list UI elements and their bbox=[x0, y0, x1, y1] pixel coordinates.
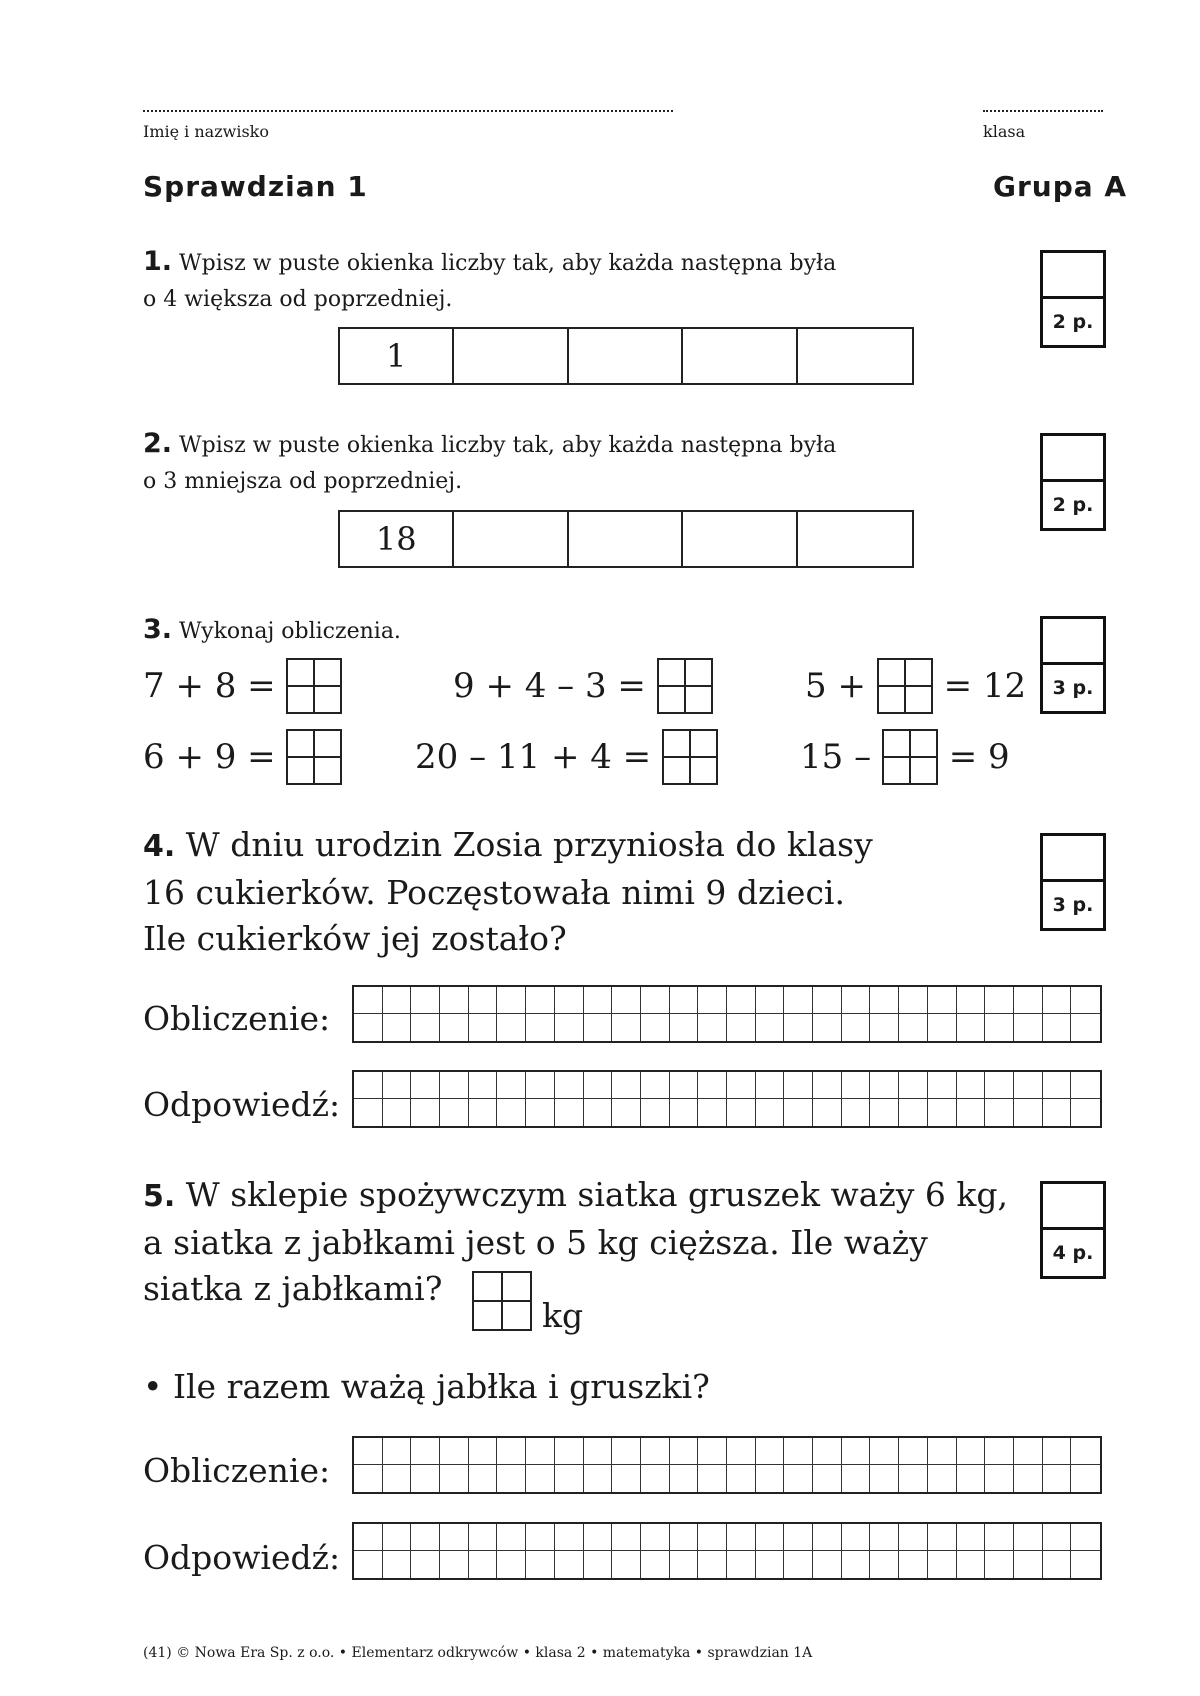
grid-cell[interactable] bbox=[985, 1438, 1014, 1465]
grid-cell[interactable] bbox=[985, 1465, 1014, 1492]
grid-cell[interactable] bbox=[612, 987, 641, 1014]
grid-cell[interactable] bbox=[756, 1072, 785, 1099]
task2-line2: o 3 mniejsza od poprzedniej. bbox=[143, 469, 463, 494]
grid-cell[interactable] bbox=[870, 1524, 899, 1551]
task4-calc-label: Obliczenie: bbox=[143, 999, 331, 1038]
grid-cell[interactable] bbox=[784, 1551, 813, 1578]
equation-4 bbox=[143, 729, 342, 785]
grid-cell[interactable] bbox=[870, 987, 899, 1014]
grid-cell[interactable] bbox=[411, 1072, 440, 1099]
grid-cell[interactable] bbox=[928, 1438, 957, 1465]
grid-cell[interactable] bbox=[411, 1438, 440, 1465]
grid-cell[interactable] bbox=[1071, 1072, 1100, 1099]
grid-cell[interactable] bbox=[469, 1465, 498, 1492]
grid-cell[interactable] bbox=[1014, 987, 1043, 1014]
grid-cell[interactable] bbox=[842, 1551, 871, 1578]
grid-cell[interactable] bbox=[1043, 1072, 1072, 1099]
grid-cell[interactable] bbox=[756, 1465, 785, 1492]
grid-cell[interactable] bbox=[985, 1014, 1014, 1041]
grid-cell[interactable] bbox=[584, 987, 613, 1014]
grid-cell[interactable] bbox=[1014, 1438, 1043, 1465]
grid-cell[interactable] bbox=[813, 1438, 842, 1465]
grid-cell[interactable] bbox=[526, 1465, 555, 1492]
task3-number: 3. bbox=[143, 614, 173, 645]
task5-line3: siatka z jabłkami? bbox=[143, 1269, 443, 1308]
grid-cell[interactable] bbox=[383, 987, 412, 1014]
task1-cell[interactable] bbox=[798, 329, 912, 383]
grid-cell[interactable] bbox=[813, 1524, 842, 1551]
grid-cell[interactable] bbox=[698, 1099, 727, 1126]
grid-cell[interactable] bbox=[1043, 1438, 1072, 1465]
grid-cell[interactable] bbox=[383, 1551, 412, 1578]
grid-cell[interactable] bbox=[1014, 1524, 1043, 1551]
grid-cell[interactable] bbox=[698, 1072, 727, 1099]
grid-cell[interactable] bbox=[842, 1524, 871, 1551]
equation-6-right: = 9 bbox=[948, 737, 1010, 777]
grid-cell[interactable] bbox=[756, 1524, 785, 1551]
grid-cell[interactable] bbox=[584, 1438, 613, 1465]
grid-cell[interactable] bbox=[842, 1465, 871, 1492]
grid-cell[interactable] bbox=[383, 1465, 412, 1492]
grid-cell[interactable] bbox=[727, 1099, 756, 1126]
grid-cell[interactable] bbox=[440, 1465, 469, 1492]
task2-cell[interactable] bbox=[683, 512, 797, 566]
grid-cell[interactable] bbox=[670, 1524, 699, 1551]
grid-cell[interactable] bbox=[612, 1524, 641, 1551]
grid-cell[interactable] bbox=[899, 1465, 928, 1492]
equation-5 bbox=[415, 729, 718, 785]
grid-cell[interactable] bbox=[957, 1072, 986, 1099]
grid-cell[interactable] bbox=[957, 1099, 986, 1126]
grid-cell[interactable] bbox=[354, 1551, 383, 1578]
grid-cell[interactable] bbox=[985, 1524, 1014, 1551]
grid-cell[interactable] bbox=[584, 1551, 613, 1578]
task4-text bbox=[143, 822, 943, 962]
grid-cell[interactable] bbox=[670, 1465, 699, 1492]
answer-box[interactable] bbox=[882, 729, 938, 785]
task3-text bbox=[143, 612, 401, 650]
grid-cell[interactable] bbox=[354, 1465, 383, 1492]
grid-cell[interactable] bbox=[957, 1438, 986, 1465]
grid-cell[interactable] bbox=[928, 987, 957, 1014]
grid-cell[interactable] bbox=[957, 1524, 986, 1551]
task4-number: 4. bbox=[143, 829, 176, 864]
grid-cell[interactable] bbox=[641, 1524, 670, 1551]
grid-cell[interactable] bbox=[842, 1438, 871, 1465]
grid-cell[interactable] bbox=[1071, 1438, 1100, 1465]
task1-number: 1. bbox=[143, 246, 173, 277]
grid-cell[interactable] bbox=[727, 1465, 756, 1492]
grid-cell[interactable] bbox=[497, 1072, 526, 1099]
grid-cell[interactable] bbox=[555, 1465, 584, 1492]
grid-cell[interactable] bbox=[756, 1551, 785, 1578]
task2-cell[interactable] bbox=[798, 512, 912, 566]
grid-cell[interactable] bbox=[784, 1072, 813, 1099]
grid-cell[interactable] bbox=[526, 1524, 555, 1551]
answer-box[interactable] bbox=[286, 658, 342, 714]
grid-cell[interactable] bbox=[1043, 1524, 1072, 1551]
grid-cell[interactable] bbox=[899, 987, 928, 1014]
grid-cell[interactable] bbox=[870, 1438, 899, 1465]
grid-cell[interactable] bbox=[584, 1465, 613, 1492]
answer-box[interactable] bbox=[657, 658, 713, 714]
grid-cell[interactable] bbox=[957, 987, 986, 1014]
grid-cell[interactable] bbox=[985, 1551, 1014, 1578]
grid-cell[interactable] bbox=[641, 1099, 670, 1126]
grid-cell[interactable] bbox=[440, 1099, 469, 1126]
grid-cell[interactable] bbox=[727, 1014, 756, 1041]
grid-cell[interactable] bbox=[899, 1438, 928, 1465]
equation-4-text: 6 + 9 = bbox=[143, 737, 276, 777]
grid-cell[interactable] bbox=[612, 1072, 641, 1099]
task5-answer-grid[interactable] bbox=[352, 1522, 1102, 1580]
grid-cell[interactable] bbox=[727, 1524, 756, 1551]
name-line[interactable] bbox=[143, 110, 673, 112]
grid-cell[interactable] bbox=[612, 1014, 641, 1041]
grid-cell[interactable] bbox=[1014, 1465, 1043, 1492]
page-title: Sprawdzian 1 bbox=[143, 170, 368, 203]
grid-cell[interactable] bbox=[985, 1072, 1014, 1099]
grid-cell[interactable] bbox=[842, 1099, 871, 1126]
grid-cell[interactable] bbox=[411, 987, 440, 1014]
grid-cell[interactable] bbox=[756, 1099, 785, 1126]
grid-cell[interactable] bbox=[1071, 1465, 1100, 1492]
points-label: 2 p. bbox=[1052, 311, 1094, 333]
grid-cell[interactable] bbox=[469, 1551, 498, 1578]
grid-cell[interactable] bbox=[469, 987, 498, 1014]
class-label: klasa bbox=[983, 122, 1026, 141]
grid-cell[interactable] bbox=[497, 1551, 526, 1578]
grid-cell[interactable] bbox=[641, 1014, 670, 1041]
task2-points-box bbox=[1040, 433, 1106, 531]
equation-1 bbox=[143, 658, 342, 714]
task1-text bbox=[143, 244, 923, 318]
grid-cell[interactable] bbox=[383, 1099, 412, 1126]
grid-cell[interactable] bbox=[899, 1524, 928, 1551]
task4-line3: Ile cukierków jej zostało? bbox=[143, 919, 567, 958]
task5-text bbox=[143, 1172, 1043, 1312]
grid-cell[interactable] bbox=[698, 1551, 727, 1578]
class-line[interactable] bbox=[983, 110, 1103, 112]
equation-3 bbox=[805, 658, 1026, 714]
equation-6-left: 15 – bbox=[800, 737, 872, 777]
grid-cell[interactable] bbox=[784, 1524, 813, 1551]
grid-cell[interactable] bbox=[411, 1099, 440, 1126]
points-score-area[interactable] bbox=[1043, 1184, 1103, 1230]
grid-cell[interactable] bbox=[641, 1551, 670, 1578]
grid-cell[interactable] bbox=[555, 1099, 584, 1126]
grid-cell[interactable] bbox=[1071, 1551, 1100, 1578]
grid-cell[interactable] bbox=[698, 1014, 727, 1041]
grid-cell[interactable] bbox=[612, 1099, 641, 1126]
equation-2 bbox=[453, 658, 713, 714]
task5-line2: a siatka z jabłkami jest o 5 kg cięższa. Ile waży bbox=[143, 1223, 928, 1262]
grid-cell[interactable] bbox=[870, 1014, 899, 1041]
points-label: 4 p. bbox=[1052, 1242, 1094, 1264]
grid-cell[interactable] bbox=[784, 1465, 813, 1492]
grid-cell[interactable] bbox=[584, 1099, 613, 1126]
task5-unit: kg bbox=[542, 1296, 584, 1335]
task2-cell[interactable] bbox=[569, 512, 683, 566]
grid-cell[interactable] bbox=[497, 1465, 526, 1492]
task2-text bbox=[143, 426, 923, 500]
grid-cell[interactable] bbox=[756, 1438, 785, 1465]
task5-subquestion bbox=[143, 1364, 710, 1410]
grid-cell[interactable] bbox=[440, 1524, 469, 1551]
grid-cell[interactable] bbox=[469, 1072, 498, 1099]
grid-cell[interactable] bbox=[813, 1072, 842, 1099]
grid-cell[interactable] bbox=[440, 1551, 469, 1578]
task1-points-box bbox=[1040, 250, 1106, 348]
task1-cell[interactable] bbox=[683, 329, 797, 383]
grid-cell[interactable] bbox=[440, 1072, 469, 1099]
grid-cell[interactable] bbox=[354, 1524, 383, 1551]
grid-cell[interactable] bbox=[957, 1551, 986, 1578]
grid-cell[interactable] bbox=[383, 1438, 412, 1465]
grid-cell[interactable] bbox=[1043, 1551, 1072, 1578]
grid-cell[interactable] bbox=[469, 1014, 498, 1041]
task2-cell: 18 bbox=[340, 512, 454, 566]
grid-cell[interactable] bbox=[354, 1014, 383, 1041]
task2-sequence bbox=[338, 510, 914, 568]
grid-cell[interactable] bbox=[870, 1072, 899, 1099]
grid-cell[interactable] bbox=[670, 1014, 699, 1041]
grid-cell[interactable] bbox=[526, 1072, 555, 1099]
task3-points-box bbox=[1040, 616, 1106, 714]
grid-cell[interactable] bbox=[727, 1551, 756, 1578]
task2-number: 2. bbox=[143, 428, 173, 459]
grid-cell[interactable] bbox=[1071, 987, 1100, 1014]
grid-cell[interactable] bbox=[497, 987, 526, 1014]
grid-cell[interactable] bbox=[584, 1524, 613, 1551]
grid-cell[interactable] bbox=[957, 1014, 986, 1041]
equation-2-text: 9 + 4 – 3 = bbox=[453, 666, 646, 706]
grid-cell[interactable] bbox=[354, 987, 383, 1014]
grid-cell[interactable] bbox=[555, 1014, 584, 1041]
grid-cell[interactable] bbox=[928, 1014, 957, 1041]
grid-cell[interactable] bbox=[813, 1014, 842, 1041]
grid-cell[interactable] bbox=[612, 1465, 641, 1492]
grid-cell[interactable] bbox=[440, 987, 469, 1014]
grid-cell[interactable] bbox=[813, 1099, 842, 1126]
task4-line2: 16 cukierków. Poczęstowała nimi 9 dzieci. bbox=[143, 873, 845, 912]
grid-cell[interactable] bbox=[842, 1072, 871, 1099]
grid-cell[interactable] bbox=[899, 1551, 928, 1578]
grid-cell[interactable] bbox=[698, 987, 727, 1014]
answer-box[interactable] bbox=[662, 729, 718, 785]
grid-cell[interactable] bbox=[641, 1438, 670, 1465]
grid-cell[interactable] bbox=[870, 1465, 899, 1492]
task4-answer-label: Odpowiedź: bbox=[143, 1085, 341, 1124]
grid-cell[interactable] bbox=[670, 1072, 699, 1099]
grid-cell[interactable] bbox=[383, 1072, 412, 1099]
grid-cell[interactable] bbox=[411, 1524, 440, 1551]
grid-cell[interactable] bbox=[842, 1014, 871, 1041]
task5-answer-box[interactable] bbox=[472, 1271, 532, 1331]
grid-cell[interactable] bbox=[813, 1551, 842, 1578]
grid-cell[interactable] bbox=[555, 987, 584, 1014]
grid-cell[interactable] bbox=[1014, 1551, 1043, 1578]
grid-cell[interactable] bbox=[555, 1438, 584, 1465]
grid-cell[interactable] bbox=[641, 1465, 670, 1492]
grid-cell[interactable] bbox=[1043, 987, 1072, 1014]
grid-cell[interactable] bbox=[411, 1014, 440, 1041]
task1-sequence bbox=[338, 327, 914, 385]
grid-cell[interactable] bbox=[928, 1465, 957, 1492]
grid-cell[interactable] bbox=[469, 1099, 498, 1126]
points-label: 3 p. bbox=[1052, 894, 1094, 916]
points-score-area[interactable] bbox=[1043, 436, 1103, 482]
grid-cell[interactable] bbox=[641, 987, 670, 1014]
grid-cell[interactable] bbox=[727, 987, 756, 1014]
bullet: • bbox=[143, 1367, 163, 1406]
task2-line1: Wpisz w puste okienka liczby tak, aby każda następna była bbox=[179, 433, 837, 458]
task1-cell[interactable] bbox=[454, 329, 568, 383]
task5-question: Ile razem ważą jabłka i gruszki? bbox=[172, 1367, 710, 1406]
grid-cell[interactable] bbox=[899, 1072, 928, 1099]
grid-cell[interactable] bbox=[497, 1438, 526, 1465]
grid-cell[interactable] bbox=[870, 1099, 899, 1126]
grid-cell[interactable] bbox=[698, 1465, 727, 1492]
grid-cell[interactable] bbox=[784, 1014, 813, 1041]
grid-cell[interactable] bbox=[526, 987, 555, 1014]
task1-cell[interactable] bbox=[569, 329, 683, 383]
points-score-area[interactable] bbox=[1043, 619, 1103, 665]
grid-cell[interactable] bbox=[1071, 1524, 1100, 1551]
grid-cell[interactable] bbox=[440, 1014, 469, 1041]
grid-cell[interactable] bbox=[469, 1438, 498, 1465]
equation-3-right: = 12 bbox=[943, 666, 1027, 706]
task4-line1: W dniu urodzin Zosia przyniosła do klasy bbox=[185, 825, 873, 864]
grid-cell[interactable] bbox=[784, 987, 813, 1014]
grid-cell[interactable] bbox=[698, 1438, 727, 1465]
grid-cell[interactable] bbox=[813, 987, 842, 1014]
task1-line1: Wpisz w puste okienka liczby tak, aby każda następna była bbox=[179, 251, 837, 276]
grid-cell[interactable] bbox=[1043, 1099, 1072, 1126]
grid-cell[interactable] bbox=[584, 1072, 613, 1099]
equation-1-text: 7 + 8 = bbox=[143, 666, 276, 706]
answer-box[interactable] bbox=[286, 729, 342, 785]
grid-cell[interactable] bbox=[899, 1014, 928, 1041]
grid-cell[interactable] bbox=[526, 1551, 555, 1578]
answer-box[interactable] bbox=[877, 658, 933, 714]
footer-text: (41) © Nowa Era Sp. z o.o. • Elementarz odkrywców • klasa 2 • matematyka • sprawdzian 1A bbox=[143, 1645, 813, 1661]
grid-cell[interactable] bbox=[383, 1524, 412, 1551]
grid-cell[interactable] bbox=[526, 1099, 555, 1126]
grid-cell[interactable] bbox=[928, 1551, 957, 1578]
points-score-area[interactable] bbox=[1043, 253, 1103, 299]
equation-5-text: 20 – 11 + 4 = bbox=[415, 737, 652, 777]
grid-cell[interactable] bbox=[727, 1438, 756, 1465]
grid-cell[interactable] bbox=[469, 1524, 498, 1551]
task1-line2: o 4 większa od poprzedniej. bbox=[143, 287, 453, 312]
grid-cell[interactable] bbox=[354, 1099, 383, 1126]
grid-cell[interactable] bbox=[555, 1072, 584, 1099]
task5-answer-label: Odpowiedź: bbox=[143, 1538, 341, 1577]
grid-cell[interactable] bbox=[526, 1014, 555, 1041]
task5-points-box bbox=[1040, 1181, 1106, 1279]
grid-cell[interactable] bbox=[354, 1072, 383, 1099]
grid-cell[interactable] bbox=[411, 1465, 440, 1492]
grid-cell[interactable] bbox=[1071, 1099, 1100, 1126]
grid-cell[interactable] bbox=[1043, 1465, 1072, 1492]
grid-cell[interactable] bbox=[985, 1099, 1014, 1126]
grid-cell[interactable] bbox=[612, 1438, 641, 1465]
grid-cell[interactable] bbox=[1014, 1099, 1043, 1126]
grid-cell[interactable] bbox=[985, 987, 1014, 1014]
points-score-area[interactable] bbox=[1043, 836, 1103, 882]
task5-calc-label: Obliczenie: bbox=[143, 1451, 331, 1490]
grid-cell[interactable] bbox=[957, 1465, 986, 1492]
grid-cell[interactable] bbox=[784, 1438, 813, 1465]
grid-cell[interactable] bbox=[727, 1072, 756, 1099]
points-label: 2 p. bbox=[1052, 494, 1094, 516]
points-label: 3 p. bbox=[1052, 677, 1094, 699]
grid-cell[interactable] bbox=[584, 1014, 613, 1041]
grid-cell[interactable] bbox=[1071, 1014, 1100, 1041]
grid-cell[interactable] bbox=[555, 1524, 584, 1551]
grid-cell[interactable] bbox=[928, 1072, 957, 1099]
grid-cell[interactable] bbox=[1014, 1014, 1043, 1041]
grid-cell[interactable] bbox=[411, 1551, 440, 1578]
equation-3-left: 5 + bbox=[805, 666, 866, 706]
grid-cell[interactable] bbox=[698, 1524, 727, 1551]
grid-cell[interactable] bbox=[928, 1524, 957, 1551]
task5-number: 5. bbox=[143, 1179, 176, 1214]
grid-cell[interactable] bbox=[813, 1465, 842, 1492]
grid-cell[interactable] bbox=[641, 1072, 670, 1099]
grid-cell[interactable] bbox=[756, 987, 785, 1014]
grid-cell[interactable] bbox=[555, 1551, 584, 1578]
task4-points-box bbox=[1040, 833, 1106, 931]
grid-cell[interactable] bbox=[497, 1524, 526, 1551]
task2-cell[interactable] bbox=[454, 512, 568, 566]
grid-cell[interactable] bbox=[928, 1099, 957, 1126]
equation-6 bbox=[800, 729, 1010, 785]
grid-cell[interactable] bbox=[670, 1438, 699, 1465]
grid-cell[interactable] bbox=[497, 1014, 526, 1041]
grid-cell[interactable] bbox=[383, 1014, 412, 1041]
task1-cell: 1 bbox=[340, 329, 454, 383]
grid-cell[interactable] bbox=[842, 987, 871, 1014]
task5-line1: W sklepie spożywczym siatka gruszek waży 6 kg, bbox=[185, 1175, 1009, 1214]
grid-cell[interactable] bbox=[526, 1438, 555, 1465]
grid-cell[interactable] bbox=[497, 1099, 526, 1126]
grid-cell[interactable] bbox=[440, 1438, 469, 1465]
grid-cell[interactable] bbox=[784, 1099, 813, 1126]
task3-instruction: Wykonaj obliczenia. bbox=[179, 619, 401, 644]
grid-cell[interactable] bbox=[1043, 1014, 1072, 1041]
task4-answer-grid[interactable] bbox=[352, 1070, 1102, 1128]
grid-cell[interactable] bbox=[612, 1551, 641, 1578]
grid-cell[interactable] bbox=[670, 987, 699, 1014]
grid-cell[interactable] bbox=[670, 1099, 699, 1126]
grid-cell[interactable] bbox=[756, 1014, 785, 1041]
grid-cell[interactable] bbox=[870, 1551, 899, 1578]
task4-calc-grid[interactable] bbox=[352, 985, 1102, 1043]
grid-cell[interactable] bbox=[670, 1551, 699, 1578]
grid-cell[interactable] bbox=[1014, 1072, 1043, 1099]
name-label: Imię i nazwisko bbox=[143, 122, 269, 141]
grid-cell[interactable] bbox=[899, 1099, 928, 1126]
grid-cell[interactable] bbox=[354, 1438, 383, 1465]
task5-calc-grid[interactable] bbox=[352, 1436, 1102, 1494]
group-label: Grupa A bbox=[993, 170, 1128, 203]
